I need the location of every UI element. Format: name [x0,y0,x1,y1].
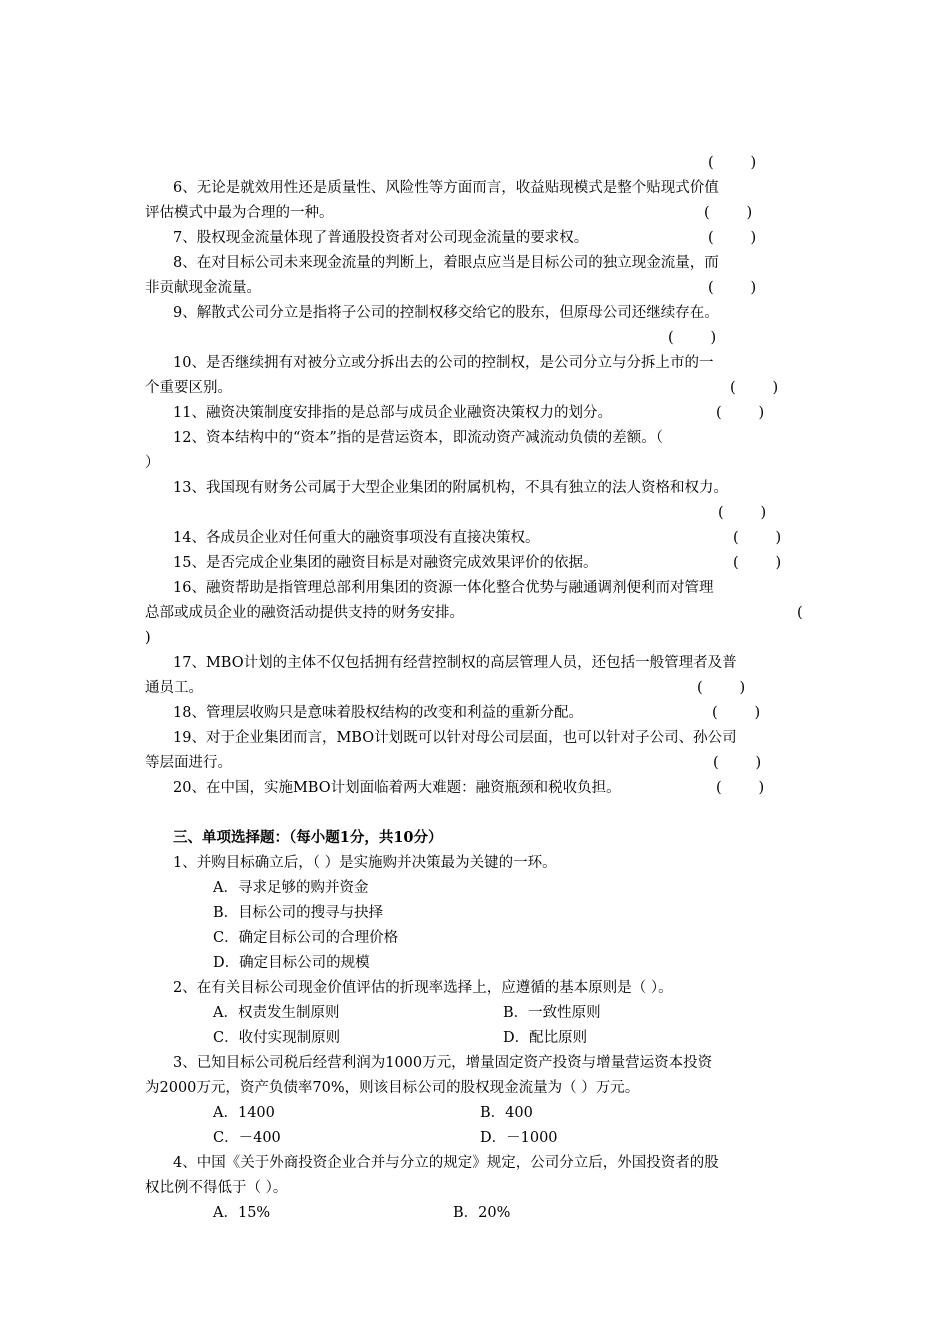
question-15: 15、是否完成企业集团的融资目标是对融资完成效果评价的依据。 [173,555,598,571]
question-14: 14、各成员企业对任何重大的融资事项没有直接决策权。 [173,530,540,546]
answer-blank: ( ) [708,155,757,171]
mc-question-4-cont: 权比例不得低于（ ）。 [145,1180,288,1196]
question-10-cont: 个重要区别。 [145,380,232,396]
question-18: 18、管理层收购只是意味着股权结构的改变和利益的重新分配。 [173,705,583,721]
answer-blank: ( ) [708,230,757,246]
option-a: A．寻求足够的购并资金 [213,880,369,896]
option-d: D．－1000 [480,1130,558,1146]
option-c: C．－400 [213,1130,281,1146]
question-16-cont: 总部或成员企业的融资活动提供支持的财务安排。 [145,605,464,621]
option-d: D．确定目标公司的规模 [213,955,370,971]
mc-question-3: 3、已知目标公司税后经营利润为1000万元，增量固定资产投资与增量营运资本投资 [173,1055,713,1071]
question-12-cont: ） [145,455,160,471]
option-b: B．目标公司的搜寻与抉择 [213,905,384,921]
answer-blank: ( [797,605,803,621]
question-6-cont: 评估模式中最为合理的一种。 [145,205,334,221]
question-20: 20、在中国，实施MBO计划面临着两大难题：融资瓶颈和税收负担。 [173,780,621,796]
answer-blank: ( ) [712,705,761,721]
answer-blank: ( ) [730,380,779,396]
option-a: A．权责发生制原则 [213,1005,340,1021]
answer-blank: ( ) [716,780,765,796]
mc-question-1: 1、并购目标确立后，（ ）是实施购并决策最为关键的一环。 [173,855,557,871]
question-19: 19、对于企业集团而言，MBO计划既可以针对母公司层面，也可以针对子公司、孙公司 [173,730,737,746]
question-7: 7、股权现金流量体现了普通股投资者对公司现金流量的要求权。 [173,230,589,246]
option-b: B．一致性原则 [503,1005,601,1021]
question-10: 10、是否继续拥有对被分立或分拆出去的公司的控制权，是公司分立与分拆上市的一 [173,355,714,371]
answer-blank: ( ) [733,530,782,546]
mc-question-3-cont: 为2000万元，资产负债率70%，则该目标公司的股权现金流量为（ ）万元。 [145,1080,640,1096]
mc-question-4: 4、中国《关于外商投资企业合并与分立的规定》规定，公司分立后，外国投资者的股 [173,1155,719,1171]
answer-blank: ( ) [704,205,753,221]
option-a: A．15% [213,1205,271,1221]
option-a: A．1400 [213,1105,275,1121]
option-c: C．确定目标公司的合理价格 [213,930,399,946]
question-12: 12、资本结构中的“资本”指的是营运资本，即流动资产减流动负债的差额。（ [173,430,664,446]
answer-blank: ( ) [697,680,746,696]
question-16-cont2: ) [145,630,151,646]
option-b: B．20% [453,1205,511,1221]
question-8: 8、在对目标公司未来现金流量的判断上，着眼点应当是目标公司的独立现金流量，而 [173,255,719,271]
option-d: D．配比原则 [503,1030,588,1046]
answer-blank: ( ) [716,405,765,421]
question-17-cont: 通员工。 [145,680,203,696]
answer-blank: ( ) [713,755,762,771]
question-9: 9、解散式公司分立是指将子公司的控制权移交给它的股东，但原母公司还继续存在。 [173,305,719,321]
question-11: 11、融资决策制度安排指的是总部与成员企业融资决策权力的划分。 [173,405,612,421]
answer-blank: ( ) [733,555,782,571]
question-8-cont: 非贡献现金流量。 [145,280,261,296]
answer-blank: ( ) [708,280,757,296]
option-c: C．收付实现制原则 [213,1030,341,1046]
mc-question-2: 2、在有关目标公司现金价值评估的折现率选择上，应遵循的基本原则是（ ）。 [173,980,673,996]
answer-blank: ( ) [668,330,717,346]
answer-blank: ( ) [718,505,767,521]
question-17: 17、MBO计划的主体不仅包括拥有经营控制权的高层管理人员，还包括一般管理者及普 [173,655,737,671]
question-19-cont: 等层面进行。 [145,755,232,771]
question-13: 13、我国现有财务公司属于大型企业集团的附属机构，不具有独立的法人资格和权力。 [173,480,728,496]
question-16: 16、融资帮助是指管理总部利用集团的资源一体化整合优势与融通调剂便利而对管理 [173,580,714,596]
section-heading: 三、单项选择题：（每小题1分，共10分） [173,829,443,846]
question-6: 6、无论是就效用性还是质量性、风险性等方面而言，收益贴现模式是整个贴现式价值 [173,180,719,196]
option-b: B．400 [480,1105,533,1121]
